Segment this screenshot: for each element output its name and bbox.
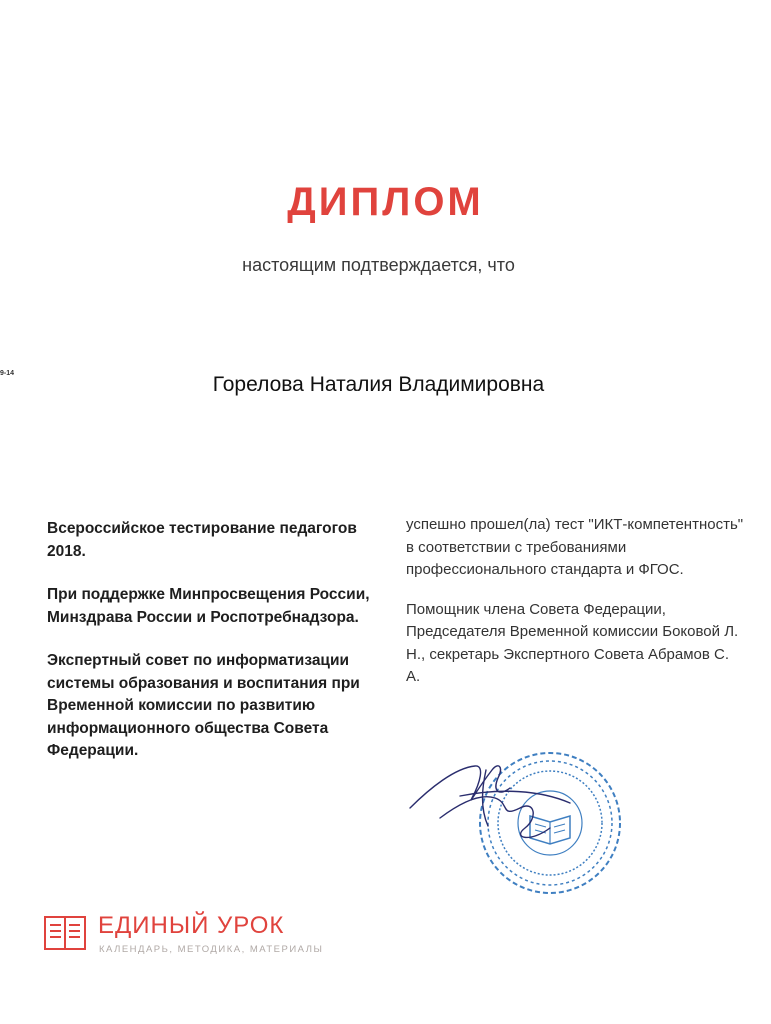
recipient-name: Горелова Наталия Владимировна [212,373,545,396]
open-book-icon [44,914,86,952]
left-column [47,518,377,784]
logo-name: ЕДИНЫЙ УРОК [98,912,285,939]
left-paragraph-3: Экспертный совет по информатизации системы образования и воспитания при Временной комиссии по развитию информационного общества Совета Федерации. [47,652,360,759]
seal-and-signature [400,748,640,898]
right-paragraph-1: успешно прошел(ла) тест "ИКТ-компетентность" в соответствии с требованиями профессионального стандарта и ФГОС. [406,516,744,578]
left-paragraph-1: Всероссийское тестирование педагогов 2018. [47,520,357,560]
logo [44,912,344,960]
left-paragraph-2: При поддержке Минпросвещения России, Минздрава России и Роспотребнадзора. [47,586,370,626]
diploma-subtitle: настоящим подтверждается, что [242,255,515,275]
right-paragraph-2: Помощник члена Совета Федерации, Председателя Временной комиссии Боковой Л. Н., секретарь Экспертного Совета Абрамов С. А. [406,600,739,685]
logo-tagline: КАЛЕНДАРЬ, МЕТОДИКА, МАТЕРИАЛЫ [99,944,324,955]
side-mark: 9-14 [0,370,15,377]
diploma-title: ДИПЛОМ [287,180,484,224]
seal-stamp-icon [480,753,620,893]
right-column [406,514,746,706]
